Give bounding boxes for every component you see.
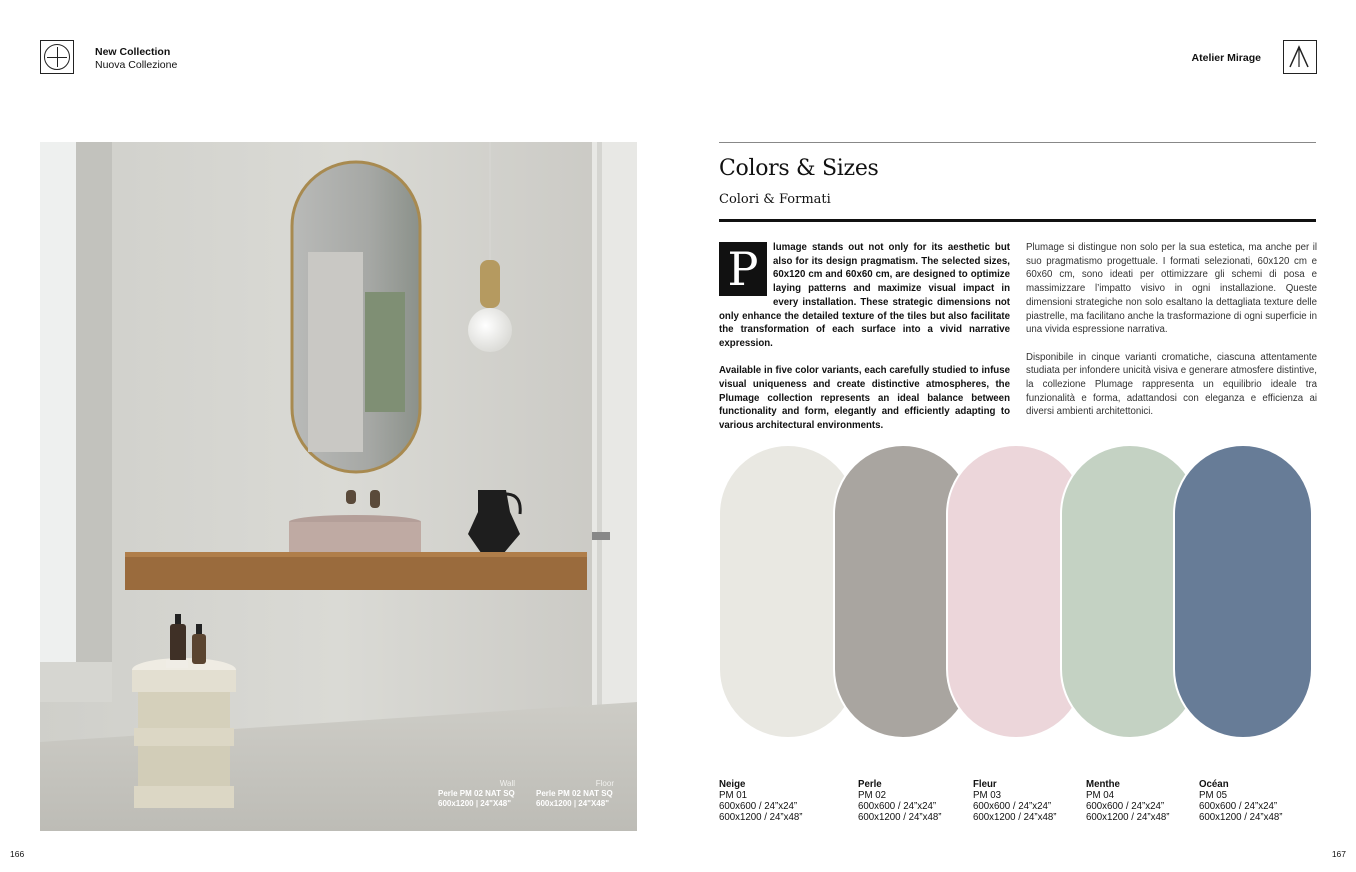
english-text-column <box>719 241 1010 447</box>
section-subtitle: Colori & Formati <box>719 192 831 207</box>
caption-wall-size: 600x1200 | 24"X48" <box>438 799 511 808</box>
swatch-ocean <box>1173 444 1313 739</box>
caption-floor-label: Floor <box>595 779 614 788</box>
color-label-perle: Perle PM 02 600x600 / 24”x24” 600x1200 / 24”x48” <box>858 779 942 823</box>
caption-wall-name: Perle PM 02 NAT SQ <box>438 789 515 798</box>
top-rule <box>719 142 1316 143</box>
italian-paragraph-1: Plumage si distingue non solo per la sua estetica, ma anche per il suo pragmatismo progettuale. I formati selezionati, 60x120 cm e 60x60 cm, sono ideati per ottimizzare gli schemi di posa e massimizzare l’impatto visivo in ogni installazione. Queste dimensioni strategiche non solo esaltano la dettagliata texture delle piastrelle, ma facilitano anche la trasformazione di ogni superficie in una vivida espressione narrativa. <box>1026 242 1317 336</box>
italian-text-column <box>1026 241 1317 433</box>
title-rule <box>719 219 1316 222</box>
drop-cap: P <box>719 242 767 296</box>
color-label-ocean: Océan PM 05 600x600 / 24”x24” 600x1200 / 24”x48” <box>1199 779 1283 823</box>
header-subtitle: Nuova Collezione <box>95 59 178 71</box>
italian-paragraph-2: Disponibile in cinque varianti cromatiche, ciascuna attentamente studiata per infondere unicità visiva e generare atmosfere distintive, la collezione Plumage rappresenta un equilibrio ideale tra funzionalità e forma, adattandosi con eleganza e efficienza ai diversi ambienti architettonici. <box>1026 351 1317 418</box>
caption-wall-label: Wall <box>499 779 515 788</box>
atelier-mirage-logo-icon <box>1283 40 1317 74</box>
collection-plus-logo-icon <box>40 40 74 74</box>
color-label-fleur: Fleur PM 03 600x600 / 24”x24” 600x1200 / 24”x48” <box>973 779 1057 823</box>
caption-wall <box>438 789 515 809</box>
english-paragraph-1: P lumage stands out not only for its aesthetic but also for its design pragmatism. The selected sizes, 60x120 cm and 60x60 cm, are designed to optimize laying patterns and maximize visual impact in every installation. These strategic dimensions not only enhance the detailed texture of the tiles but also facilitate the transformation of each surface into a vivid narrative expression. <box>719 242 1010 349</box>
page-number-left: 166 <box>10 849 25 859</box>
english-paragraph-2: Available in five color variants, each carefully studied to infuse visual uniqueness and create distinctive atmospheres, the Plumage collection represents an ideal balance between functionality and form, elegantly and efficiently adapting to various architectural environments. <box>719 365 1010 432</box>
header-title: New Collection <box>95 46 171 58</box>
brand-name: Atelier Mirage <box>1191 52 1261 64</box>
color-label-menthe: Menthe PM 04 600x600 / 24”x24” 600x1200 / 24”x48” <box>1086 779 1170 823</box>
bathroom-photo <box>40 142 637 831</box>
page-number-right: 167 <box>1331 849 1346 859</box>
caption-floor-size: 600x1200 | 24"X48" <box>536 799 609 808</box>
caption-floor-name: Perle PM 02 NAT SQ <box>536 789 613 798</box>
section-title: Colors & Sizes <box>719 156 879 181</box>
caption-floor <box>536 789 613 809</box>
color-label-neige: Neige PM 01 600x600 / 24”x24” 600x1200 / 24”x48” <box>719 779 803 823</box>
